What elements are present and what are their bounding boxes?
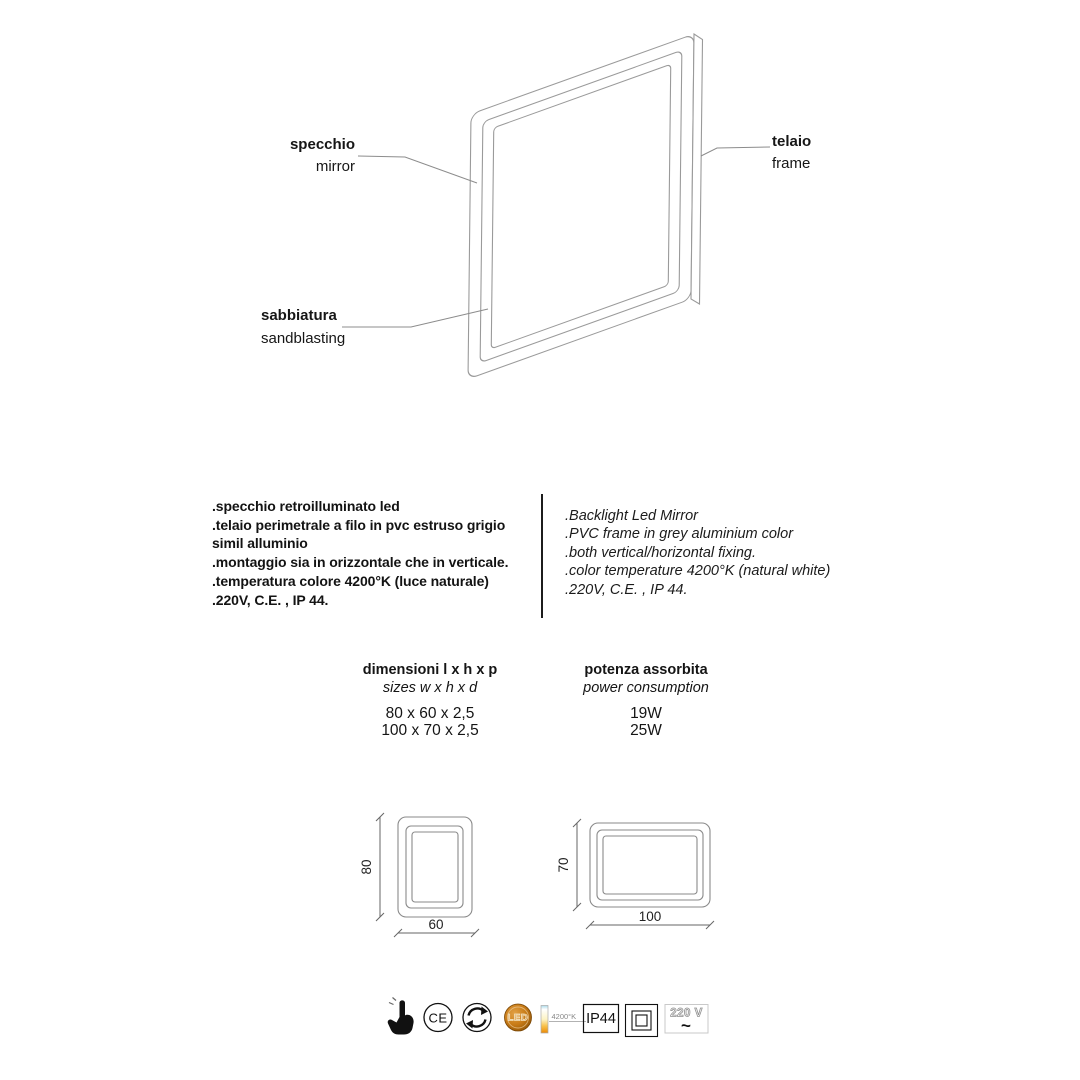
double-insulation-icon [626,1005,658,1037]
callout-frame-it: telaio [772,133,812,150]
spec-line: .both vertical/horizontal fixing. [565,544,757,561]
size-value: 80 x 60 x 2,5 [385,705,475,722]
portrait-height-label: 80 [359,859,374,875]
portrait-mirror-drawing [398,817,472,917]
callout-mirror [200,134,355,178]
spec-line: .specchio retroilluminato led [212,498,400,514]
portrait-width-label: 60 [428,917,444,932]
spec-line: .PVC frame in grey aluminium color [565,526,794,543]
spec-line: .220V, C.E. , IP 44. [565,581,688,598]
frame-leader-line [701,147,770,156]
ce-mark-icon [424,1004,452,1032]
spec-line: .color temperature 4200°K (natural white) [565,563,831,580]
scale-drawings [0,800,1080,960]
callout-frame-en: frame [772,155,811,172]
color-temperature-icon [541,1006,586,1034]
sandblasting-leader-line [342,309,488,327]
callout-sandblasting [261,304,345,350]
callout-sandblasting-en: sandblasting [261,330,346,347]
landscape-width-label: 100 [638,909,662,924]
spec-line: simil alluminio [212,535,308,552]
voltage-ac-symbol: ~ [681,1016,691,1035]
mirror-leader-line [358,156,477,183]
callout-frame [772,131,811,175]
dimensions-column [330,661,530,739]
power-value: 25W [630,721,662,739]
landscape-height-label: 70 [556,857,571,873]
led-label: LED [507,1012,529,1024]
recycle-icon [463,1004,491,1032]
specs-italian [212,497,508,609]
ip-rating-icon [584,1005,619,1033]
callout-mirror-it: specchio [289,136,355,153]
landscape-mirror-drawing [590,823,710,907]
callout-sandblasting-it: sabbiatura [261,307,337,324]
ce-mark-label: CE [428,1010,448,1026]
voltage-label: 220 V [670,1007,703,1020]
ip-rating-label: IP44 [586,1011,616,1028]
size-header-en: sizes w x h x d [382,680,478,696]
callout-mirror-en: mirror [315,158,355,175]
spec-line: .220V, C.E. , IP 44. [212,591,329,608]
size-header-it: dimensioni l x h x p [362,662,498,678]
specs-english [565,507,830,599]
spec-line: .telaio perimetrale a filo in pvc estruso grigio [212,516,506,533]
spec-divider-line [541,494,543,618]
power-column [546,661,746,739]
power-header-en: power consumption [583,680,709,696]
touch-hand-icon [388,998,414,1035]
color-temperature-label: 4200°K [551,1012,577,1021]
spec-line: .temperatura colore 4200°K (luce naturale) [212,572,489,589]
certification-icons-row [0,995,1080,1055]
mirror-body-outline [468,34,702,379]
mirror-perspective-drawing [0,0,1080,460]
voltage-icon [665,1005,708,1036]
led-icon [505,1004,532,1031]
power-value: 19W [630,705,662,722]
spec-line: .montaggio sia in orizzontale che in verticale. [212,554,509,571]
power-header-it: potenza assorbita [584,662,708,678]
spec-line: .Backlight Led Mirror [565,508,698,524]
size-value: 100 x 70 x 2,5 [381,721,479,739]
